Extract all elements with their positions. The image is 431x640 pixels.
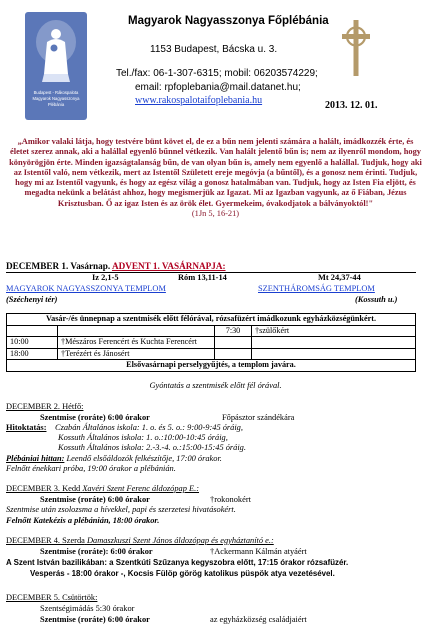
confession-note: Gyóntatás a szentmisék előtt fél órával. (149, 381, 282, 390)
vesperas-note: Vesperás - 18:00 órakor -, Kocsis Fülöp görög katolikus püspök atya vezetésével. (30, 569, 335, 578)
dec3-katekezis: Felnőtt Katekézis a plébánián, 18:00 órakor. (6, 516, 160, 525)
bulletin-date: 2013. 12. 01. (325, 100, 378, 111)
email: email: rpfoplebania@mail.datanet.hu; (135, 82, 301, 93)
dec1-heading (6, 261, 226, 271)
scripture-quote (8, 137, 423, 219)
table-row (7, 348, 416, 360)
logo-line-1: Budapest - Rákospalota (33, 90, 79, 95)
dec3-day: DECEMBER 3. Kedd (6, 484, 81, 493)
reading-1: Iz 2,1-5 (92, 273, 119, 282)
time-cell: 7:30 (215, 325, 252, 337)
intent-cell: †Terézért és Jánosért (58, 348, 215, 360)
hittan-line-1: Czabán Általános iskola: 1. o. és 5. o.: 9:00-9:45 óráig, (55, 423, 243, 432)
reading-2: Róm 13,11-14 (178, 273, 227, 282)
parish-title: Magyarok Nagyasszonya Főplébánia (128, 15, 329, 27)
quote-reference: (1Jn 5, 16-21) (191, 209, 240, 219)
dec5-adoration: Szentségimádás 5:30 órakor (40, 604, 135, 613)
time-cell (215, 337, 252, 349)
parish-logo (25, 12, 87, 120)
dec1-day: DECEMBER 1. Vasárnap. (6, 261, 111, 271)
table-row (7, 360, 416, 372)
reading-3: Mt 24,37-44 (318, 273, 361, 282)
bazilika-note: A Szent István bazilikában: a Szentkúti Szűzanya kegyszobra előtt, 17:15 órakor rózsafüzér. (6, 558, 349, 567)
table-row (7, 337, 416, 349)
intent-cell (252, 348, 416, 360)
quote-text: „Amikor valaki látja, hogy testvére bünt követ el, de ez a bűn nem jelenti számára a halált, imádkozzék érte, és életet szerez annak, aki a halállal egyenlő bűnnel vétkezik. Van halált jelentő bűn is; nem az ilyenről mondom, hogy könyörögjön érte. Minden igazságtalanság bűn, de van olyan bűn is, amely nem egyenlő a halállal. Tudjuk, hogy aki az Istentől való, nem vétkezik, mert az Istentől Született ereje megóvja (a bűntől), és a gonosz nem érinti. Tudjuk, hogy mi az Istentől vagyunk, és hogy az egész világ a gonosz hatalmában van. Tudjuk, hogy az Isten Fia eljött, és megadta nekünk a belátást ahhoz, hogy megismerjük az Igazat. Mi az Igazban vagyunk, az ő Fiában, Jézus Krisztusban. Ő az igaz Isten és az örök élet. Gyermekeim, óvakodjatok a bálványoktól!" (9, 137, 422, 208)
table-row (7, 325, 416, 337)
intent-cell: †szülőkért (252, 325, 416, 337)
plebania-hittan-text: Leendő elsőáldozók felkészítője, 17:00 órakor. (66, 454, 222, 463)
dec2-mass-intent: Főpásztor szándékára (222, 413, 295, 422)
dec3-note: Szentmise után zsolozsma a hívekkel, papi és szerzetesi hivatásokért. (6, 505, 236, 514)
time-cell: 18:00 (7, 348, 58, 360)
time-cell (7, 325, 58, 337)
church-left-sub: (Széchenyi tér) (6, 295, 58, 304)
rosary-note: Vasár-/és ünnepnap a szentmisék előtt félórával, rózsafüzért imádkozunk egyházközségünkért. (7, 314, 416, 326)
dec3-mass-intent: †rokonokért (210, 495, 251, 504)
dec5-mass-intent: az egyházközség családjaiért (210, 615, 307, 624)
dec5-heading: DECEMBER 5. Csütörtök: (6, 593, 98, 602)
church-right: SZENTHÁROMSÁG TEMPLOM (258, 284, 375, 293)
church-left: MAGYAROK NAGYASSZONYA TEMPLOM (6, 284, 166, 293)
dec4-mass: Szentmise (roráte): 6:00 órakor (40, 547, 153, 556)
plebania-hittan-label: Plébániai hittan: (6, 454, 65, 463)
dec2-mass: Szentmise (roráte) 6:00 órakor (40, 413, 150, 422)
hittan-line-2: Kossuth Általános iskola: 1. o.:10:00-10:45 óráig, (58, 433, 228, 442)
intent-cell (58, 325, 215, 337)
logo-line-3: Plébánia (47, 102, 65, 107)
phone: Tel./fax: 06-1-307-6315; mobil: 06203574229; (116, 68, 318, 79)
time-cell: 10:00 (7, 337, 58, 349)
time-cell (215, 348, 252, 360)
table-row (7, 314, 416, 326)
celtic-cross-icon (340, 18, 372, 78)
dec4-day: DECEMBER 4. Szerda (6, 536, 85, 545)
dec3-heading (6, 484, 199, 494)
hittan-line-3: Kossuth Általános iskola: 2.-3.-4. o.:15:00-15:45 óráig. (58, 443, 246, 452)
dec2-heading: DECEMBER 2. Hétfő: (6, 402, 84, 411)
church-right-sub: (Kossuth u.) (355, 295, 398, 304)
website-link[interactable]: www.rakospalotaifoplebania.hu (135, 95, 263, 106)
dec3-mass: Szentmise (roráte) 6:00 órakor (40, 495, 150, 504)
logo-line-2: Magyarok Nagyasszonya (32, 96, 80, 101)
intent-cell: †Mészáros Ferencért és Kuchta Ferencért (58, 337, 215, 349)
dec1-feast: ADVENT 1. VASÁRNAPJA: (111, 261, 226, 271)
dec4-saint: Damaszkuszi Szent János áldozópap és egyháztanító e.: (86, 536, 274, 545)
hittan-label: Hitoktatás: (6, 423, 47, 432)
dec3-saint: Xavéri Szent Ferenc áldozópap E.: (82, 484, 199, 493)
plebania-hittan (6, 454, 222, 464)
address: 1153 Budapest, Bácska u. 3. (150, 44, 278, 55)
intent-cell (252, 337, 416, 349)
mass-schedule-table (6, 313, 416, 372)
dec2-choir: Felnőtt énekkari próba, 19:00 órakor a plébánián. (6, 464, 176, 473)
collection-note: Elsővasárnapi perselygyűjtés, a templom javára. (7, 360, 416, 372)
dec4-heading (6, 536, 274, 546)
dec4-mass-intent: †Ackermann Kálmán atyáért (210, 547, 307, 556)
dec5-mass: Szentmise (roráte) 6:00 órakor (40, 615, 150, 624)
